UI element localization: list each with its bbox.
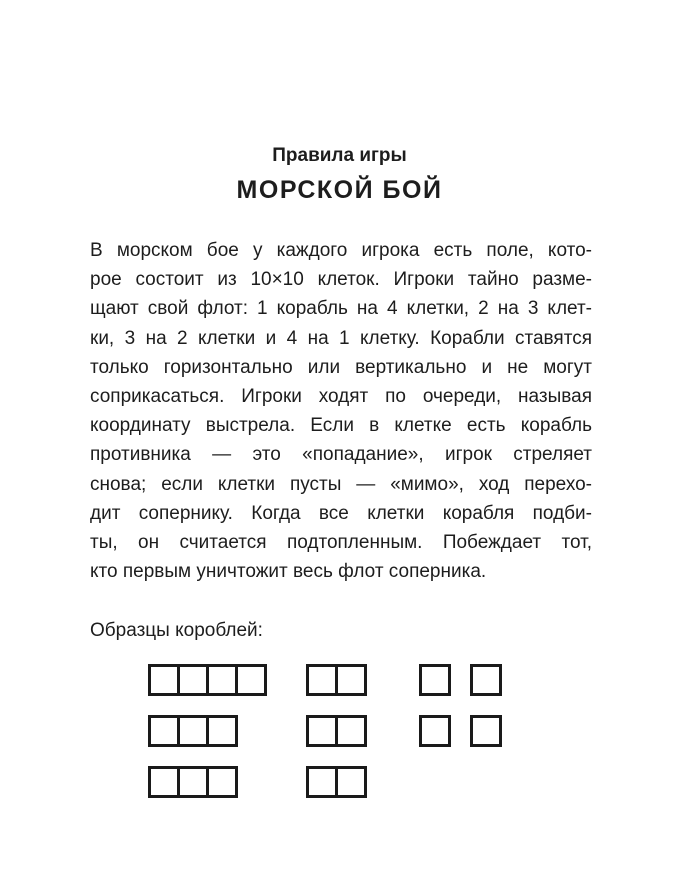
ship-cell	[306, 715, 338, 747]
ship-cell	[335, 766, 367, 798]
rules-subtitle: Правила игры	[272, 145, 407, 166]
rules-line: дит сопернику. Когда все клетки корабля подби-	[90, 502, 592, 524]
ship-1-cell	[419, 664, 451, 696]
ship-cell	[206, 766, 238, 798]
rules-line: ты, он считается подтопленным. Побеждает тот,	[90, 531, 592, 553]
ship-cell	[206, 664, 238, 696]
ship-cell	[306, 766, 338, 798]
ship-2-cells	[306, 715, 367, 747]
page-title: МОРСКОЙ БОЙ	[236, 176, 443, 204]
rules-line: ки, 3 на 2 клетки и 4 на 1 клетку. Корабли ставятся	[90, 327, 592, 349]
ship-cell	[235, 664, 267, 696]
rules-line: снова; если клетки пусты — «мимо», ход перехо-	[90, 473, 592, 495]
rules-line: соприкасаться. Игроки ходят по очереди, называя	[90, 385, 592, 407]
ship-cell	[419, 715, 451, 747]
ship-cell	[419, 664, 451, 696]
ship-cell	[148, 715, 180, 747]
ship-cell	[148, 664, 180, 696]
ship-cell	[148, 766, 180, 798]
ship-cell	[177, 664, 209, 696]
rules-line: только горизонтально или вертикально и не могут	[90, 356, 592, 378]
ship-1-cell	[470, 715, 502, 747]
rules-line: рое состоит из 10×10 клеток. Игроки тайно разме-	[90, 269, 592, 291]
ship-samples-label: Образцы короблей:	[90, 620, 263, 641]
ship-2-cells	[306, 766, 367, 798]
ship-4-cells	[148, 664, 267, 696]
rules-line: противника — это «попадание», игрок стреляет	[90, 444, 592, 466]
rules-line: кто первым уничтожит весь флот соперника.	[90, 561, 487, 583]
ship-1-cell	[470, 664, 502, 696]
ship-cell	[470, 715, 502, 747]
rules-text	[90, 236, 592, 586]
rules-line: щают свой флот: 1 корабль на 4 клетки, 2 на 3 клет-	[90, 298, 592, 320]
ship-3-cells	[148, 715, 238, 747]
ship-cell	[470, 664, 502, 696]
ship-cell	[306, 664, 338, 696]
ship-cell	[177, 766, 209, 798]
ship-cell	[206, 715, 238, 747]
ship-2-cells	[306, 664, 367, 696]
rules-line: координату выстрела. Если в клетке есть корабль	[90, 415, 592, 437]
ship-1-cell	[419, 715, 451, 747]
rules-line: В морском бое у каждого игрока есть поле, кото-	[90, 240, 592, 261]
ship-cell	[177, 715, 209, 747]
ship-cell	[335, 715, 367, 747]
ship-cell	[335, 664, 367, 696]
ship-3-cells	[148, 766, 238, 798]
